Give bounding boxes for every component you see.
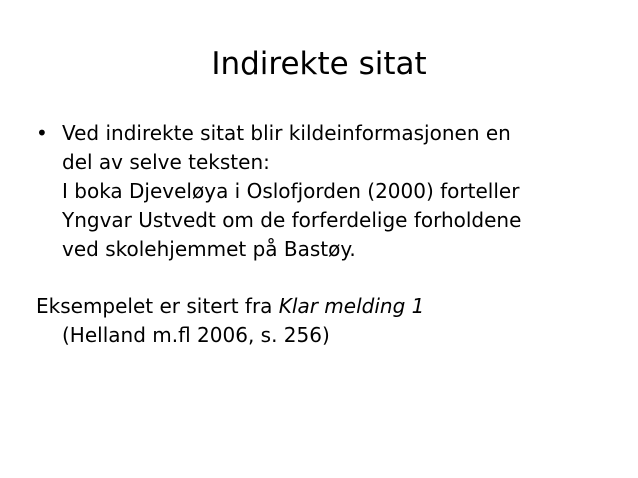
bullet-line: Yngvar Ustvedt om de forferdelige forholdene: [62, 208, 522, 232]
example-paragraph: [36, 292, 626, 350]
bullet-line: I boka Djeveløya i Oslofjorden (2000) forteller: [62, 179, 520, 203]
bullet-line: del av selve teksten:: [62, 150, 270, 174]
bullet-icon: •: [36, 121, 48, 145]
bullet-line: ved skolehjemmet på Bastøy.: [62, 237, 356, 261]
bullet-line: Ved indirekte sitat blir kildeinformasjonen en: [62, 121, 511, 145]
example-source-line: [36, 292, 626, 321]
slide-title: Indirekte sitat: [211, 46, 427, 82]
example-reference: (Helland m.fl 2006, s. 256): [62, 323, 330, 347]
slide-body: [36, 119, 626, 350]
example-prefix: Eksempelet er sitert fra: [36, 294, 279, 318]
bullet-item: [36, 119, 626, 264]
paragraph-spacer: [36, 264, 626, 292]
example-source-title: Klar melding 1: [278, 294, 425, 318]
